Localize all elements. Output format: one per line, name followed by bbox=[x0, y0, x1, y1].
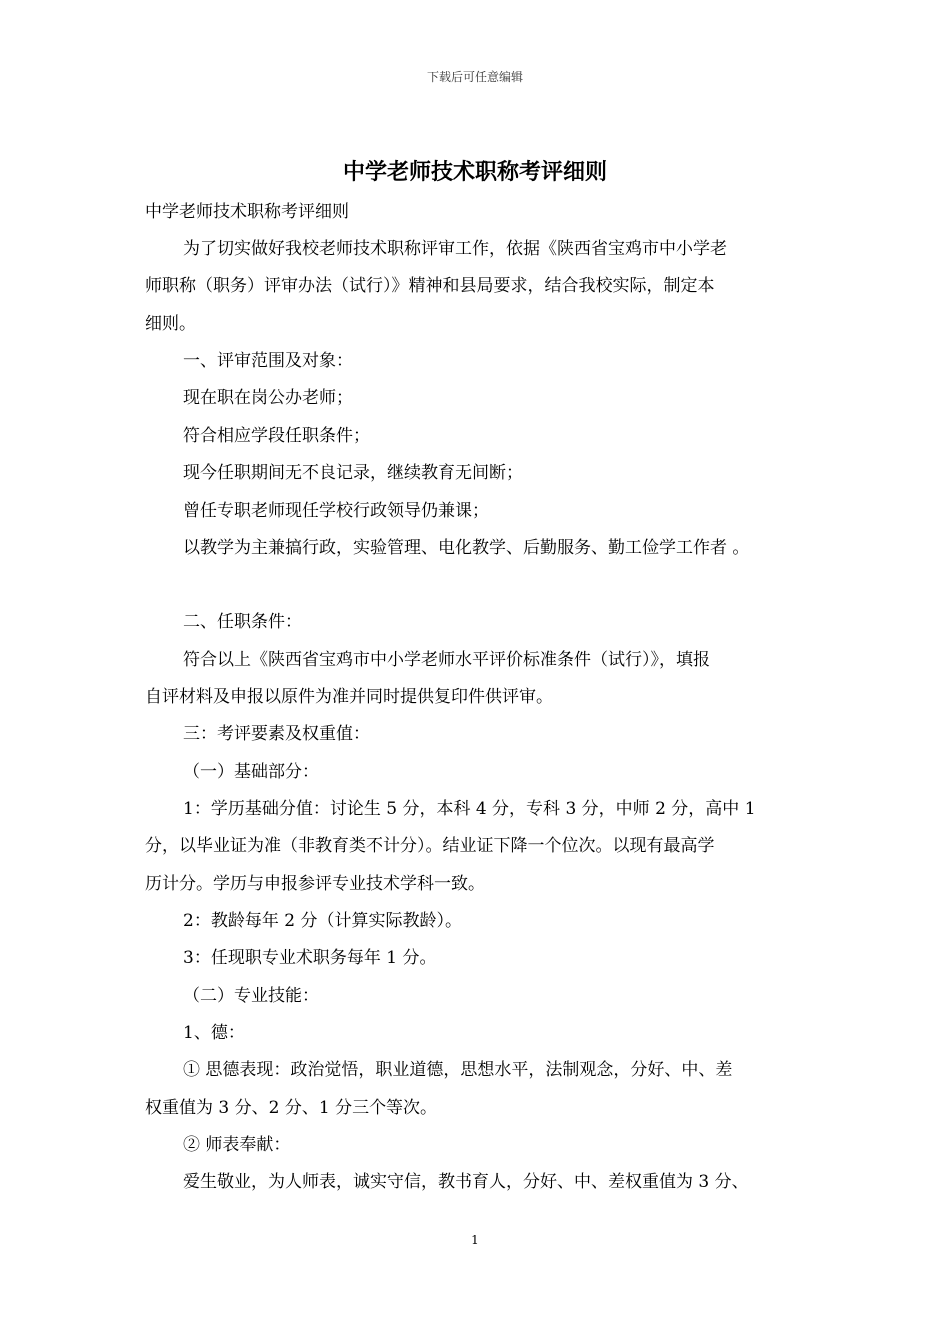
subsection-heading: （一）基础部分： bbox=[183, 762, 319, 782]
section-heading: 一、评审范围及对象： bbox=[183, 351, 353, 371]
paragraph-line: 以教学为主兼搞行政，实验管理、电化教学、后勤服务、勤工俭学工作者 。 bbox=[183, 538, 750, 558]
paragraph-line: 3：任现职专业术职务每年 1 分。 bbox=[183, 948, 437, 968]
section-heading: 三：考评要素及权重值： bbox=[183, 724, 370, 744]
paragraph-line: 分，以毕业证为准（非教育类不计分）。结业证下降一个位次。以现有最高学 bbox=[145, 836, 715, 856]
paragraph-line: ② 师表奉献： bbox=[183, 1135, 291, 1155]
paragraph-line: 1：学历基础分值：讨论生 5 分，本科 4 分，专科 3 分，中师 2 分，高中 1 bbox=[183, 799, 756, 819]
paragraph-line: 自评材料及申报以原件为准并同时提供复印件供评审。 bbox=[145, 687, 553, 707]
paragraph-line: 历计分。学历与申报参评专业技术学科一致。 bbox=[145, 874, 485, 894]
page-header: 下载后可任意编辑 bbox=[426, 70, 523, 84]
subsection-heading: （二）专业技能： bbox=[183, 986, 319, 1006]
paragraph-line: 爱生敬业，为人师表，诚实守信，教书育人，分好、中、差权重值为 3 分、 bbox=[183, 1172, 749, 1192]
paragraph-line: 1、德： bbox=[183, 1023, 245, 1043]
paragraph-line: 曾任专职老师现任学校行政领导仍兼课； bbox=[183, 501, 489, 521]
paragraph-line: 师职称（职务）评审办法（试行）》精神和县局要求，结合我校实际，制定本 bbox=[145, 276, 715, 296]
page-number: 1 bbox=[471, 1233, 479, 1247]
paragraph-line: 符合相应学段任职条件； bbox=[183, 426, 370, 446]
paragraph-line: ① 思德表现：政治觉悟，职业道德，思想水平，法制观念，分好、中、差 bbox=[183, 1060, 733, 1080]
paragraph-line: 权重值为 3 分、2 分、1 分三个等次。 bbox=[145, 1098, 438, 1118]
subtitle-line: 中学老师技术职称考评细则 bbox=[145, 202, 349, 222]
paragraph-line: 2：教龄每年 2 分（计算实际教龄）。 bbox=[183, 911, 462, 931]
paragraph-line: 现在职在岗公办老师； bbox=[183, 388, 353, 408]
paragraph-line: 符合以上《陕西省宝鸡市中小学老师水平评价标准条件（试行）》，填报 bbox=[183, 650, 710, 670]
paragraph-line: 细则。 bbox=[145, 314, 196, 334]
paragraph-line: 现今任职期间无不良记录，继续教育无间断； bbox=[183, 463, 523, 483]
paragraph-line: 为了切实做好我校老师技术职称评审工作，依据《陕西省宝鸡市中小学老 bbox=[183, 239, 727, 259]
section-heading: 二、任职条件： bbox=[183, 612, 302, 632]
document-title: 中学老师技术职称考评细则 bbox=[342, 159, 607, 185]
